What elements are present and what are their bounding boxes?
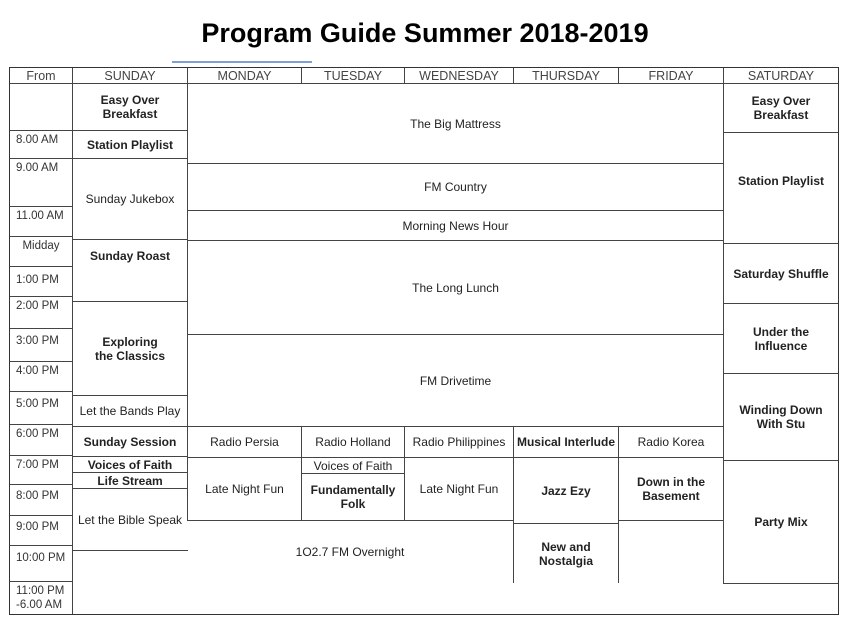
time-slot-11am: 11.00 AM bbox=[9, 206, 73, 237]
saturday-winding-down: Winding Down With Stu bbox=[723, 373, 839, 461]
sunday-session: Sunday Session bbox=[72, 426, 188, 457]
sunday-exploring-classics: Exploring the Classics bbox=[72, 301, 188, 396]
time-slot-8pm: 8:00 PM bbox=[9, 484, 73, 516]
time-slot-9am: 9.00 AM bbox=[9, 158, 73, 207]
table-border bbox=[9, 67, 839, 615]
time-slot-2pm: 2:00 PM bbox=[9, 296, 73, 329]
thursday-new-and-nostalgia: New and Nostalgia bbox=[513, 523, 619, 584]
thursday-jazz-ezy: Jazz Ezy bbox=[513, 457, 619, 524]
time-slot-6pm: 6:00 PM bbox=[9, 424, 73, 456]
header-thursday: THURSDAY bbox=[513, 67, 619, 84]
saturday-shuffle: Saturday Shuffle bbox=[723, 243, 839, 304]
thursday-musical-interlude: Musical Interlude bbox=[513, 426, 619, 458]
header-from: From bbox=[9, 67, 73, 84]
saturday-easy-over-breakfast: Easy Over Breakfast bbox=[723, 83, 839, 133]
sunday-jukebox: Sunday Jukebox bbox=[72, 158, 188, 240]
friday-radio-korea: Radio Korea bbox=[618, 426, 724, 458]
friday-down-in-the-basement: Down in the Basement bbox=[618, 457, 724, 521]
time-slot-7pm: 7:00 PM bbox=[9, 455, 73, 485]
sunday-roast: Sunday Roast bbox=[72, 239, 188, 302]
sunday-station-playlist: Station Playlist bbox=[72, 130, 188, 159]
sunday-easy-over-breakfast: Easy Over Breakfast bbox=[72, 83, 188, 131]
sunday-voices-of-faith: Voices of Faith bbox=[72, 456, 188, 473]
weekday-long-lunch: The Long Lunch bbox=[187, 240, 724, 335]
saturday-party-mix: Party Mix bbox=[723, 460, 839, 584]
header-sunday: SUNDAY bbox=[72, 67, 188, 84]
sunday-life-stream: Life Stream bbox=[72, 472, 188, 489]
weekday-overnight: 1O2.7 FM Overnight bbox=[187, 520, 514, 584]
tuesday-fundamentally-folk: Fundamentally Folk bbox=[301, 473, 405, 521]
tuesday-radio-holland: Radio Holland bbox=[301, 426, 405, 458]
saturday-station-playlist: Station Playlist bbox=[723, 132, 839, 244]
sunday-bible-speak: Let the Bible Speak bbox=[72, 488, 188, 551]
wednesday-late-night-fun: Late Night Fun bbox=[404, 457, 514, 521]
time-slot-5pm: 5:00 PM bbox=[9, 391, 73, 425]
monday-radio-persia: Radio Persia bbox=[187, 426, 302, 458]
wednesday-radio-philippines: Radio Philippines bbox=[404, 426, 514, 458]
saturday-under-the-influence: Under the Influence bbox=[723, 303, 839, 374]
header-friday: FRIDAY bbox=[618, 67, 724, 84]
weekday-big-mattress: The Big Mattress bbox=[187, 83, 724, 164]
time-slot-9pm: 9:00 PM bbox=[9, 515, 73, 546]
time-slot-8am: 8.00 AM bbox=[9, 130, 73, 159]
time-slot-10pm: 10:00 PM bbox=[9, 545, 73, 582]
weekday-fm-drivetime: FM Drivetime bbox=[187, 334, 724, 427]
time-slot-3pm: 3:00 PM bbox=[9, 328, 73, 362]
tuesday-voices-of-faith: Voices of Faith bbox=[301, 457, 405, 474]
header-saturday: SATURDAY bbox=[723, 67, 839, 84]
page-title: Program Guide Summer 2018-2019 bbox=[201, 18, 649, 48]
time-slot-midday: Midday bbox=[9, 236, 73, 267]
time-slot-1pm: 1:00 PM bbox=[9, 266, 73, 297]
monday-late-night-fun: Late Night Fun bbox=[187, 457, 302, 521]
header-monday: MONDAY bbox=[187, 67, 302, 84]
weekday-morning-news-hour: Morning News Hour bbox=[187, 210, 724, 241]
sunday-bands-play: Let the Bands Play bbox=[72, 395, 188, 427]
header-tuesday: TUESDAY bbox=[301, 67, 405, 84]
time-slot-4pm: 4:00 PM bbox=[9, 361, 73, 392]
weekday-fm-country: FM Country bbox=[187, 163, 724, 211]
header-wednesday: WEDNESDAY bbox=[404, 67, 514, 84]
time-slot-11pm-6am: 11:00 PM -6.00 AM bbox=[9, 581, 73, 615]
